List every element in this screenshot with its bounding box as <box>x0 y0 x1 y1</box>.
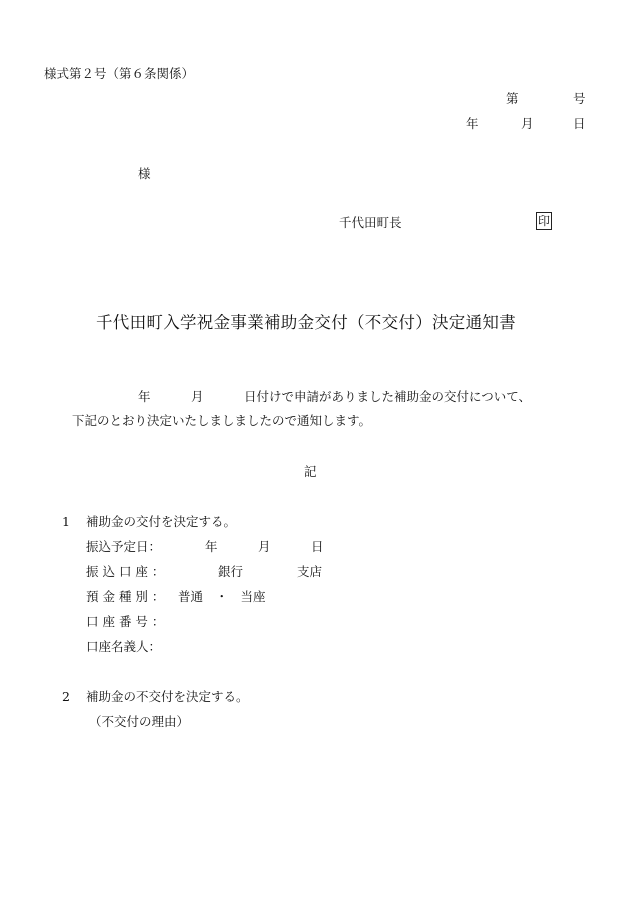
date-day: 日 <box>573 116 586 131</box>
date-month: 月 <box>521 116 534 131</box>
ki-marker: 記 <box>304 464 317 479</box>
account-holder-label: 口座名義人： <box>86 639 162 654</box>
account-number-label: 口 座 番 号 ： <box>86 614 165 629</box>
body-month: 月 <box>191 389 204 404</box>
addressee-honorific: 様 <box>138 166 151 181</box>
transfer-month: 月 <box>258 539 271 554</box>
section1-heading: 補助金の交付を決定する。 <box>86 514 237 529</box>
date-year: 年 <box>466 116 479 131</box>
issuer-name: 千代田町長 <box>339 215 402 230</box>
deposit-type-options: 普通 ・ 当座 <box>178 589 266 604</box>
section2-heading: 補助金の不交付を決定する。 <box>86 689 249 704</box>
deposit-type-label: 預 金 種 別 ： <box>86 589 165 604</box>
form-number: 様式第２号（第６条関係） <box>44 66 195 81</box>
seal-mark: 印 <box>538 214 551 228</box>
document-title: 千代田町入学祝金事業補助金交付（不交付）決定通知書 <box>96 313 516 332</box>
transfer-date-label: 振込予定日： <box>86 539 162 554</box>
account-label: 振 込 口 座 ： <box>86 564 165 579</box>
doc-number-suffix: 号 <box>573 91 586 106</box>
section2-number: 2 <box>62 689 70 704</box>
transfer-year: 年 <box>205 539 218 554</box>
doc-number-prefix: 第 <box>506 91 519 106</box>
seal-stamp <box>536 212 552 230</box>
body-line1: 日付けで申請がありました補助金の交付について、 <box>244 389 532 404</box>
section1-number: 1 <box>62 514 70 529</box>
non-grant-reason-label: （不交付の理由） <box>89 714 190 729</box>
transfer-day: 日 <box>311 539 324 554</box>
body-line2: 下記のとおり決定いたしましましたので通知します。 <box>72 413 372 428</box>
body-year: 年 <box>138 389 151 404</box>
branch-label: 支店 <box>297 564 323 579</box>
bank-label: 銀行 <box>218 564 244 579</box>
